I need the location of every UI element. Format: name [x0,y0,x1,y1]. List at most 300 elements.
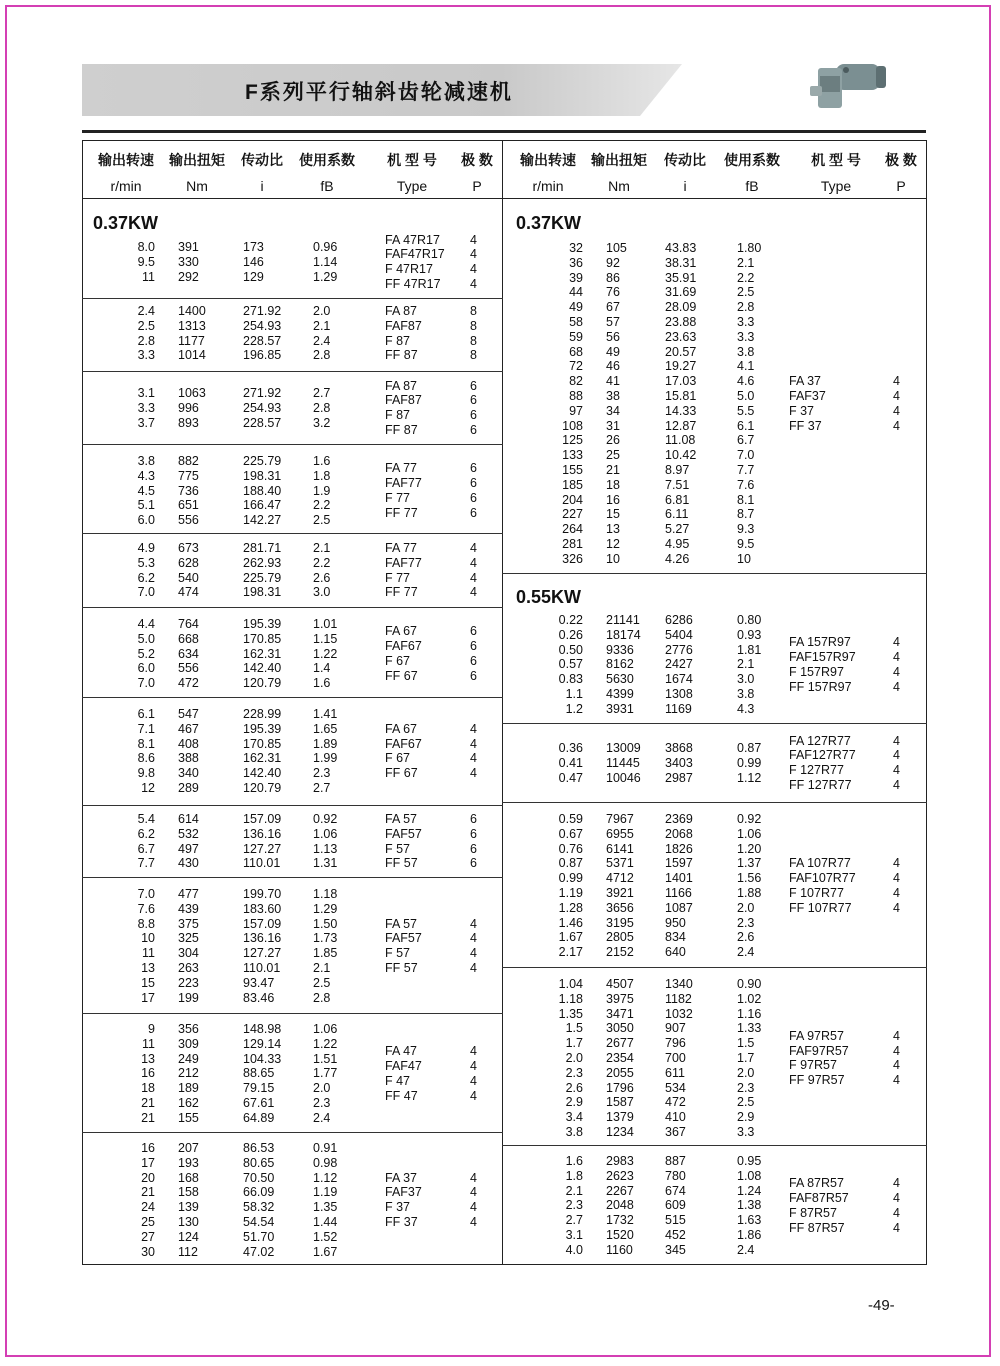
pole-count: 6 [470,490,477,505]
table-cell: 4.3 [137,468,155,483]
model-type: F 67 [385,751,411,766]
model-type: FA 67 [385,721,417,736]
table-cell: 611 [665,1065,685,1080]
table-cell: 7.0 [737,448,755,463]
table-cell: 673 [178,541,199,555]
table-cell: 6.2 [137,826,155,841]
table-cell: 2.0 [313,304,331,318]
pole-column [893,1029,900,1088]
table-cell: 700 [665,1050,686,1065]
table-cell: 2.7 [313,780,331,795]
table-cell: 6286 [665,613,693,627]
table-cell: 3975 [606,991,634,1006]
pole-count: 4 [893,418,900,433]
pole-count: 4 [470,1073,477,1088]
table-cell: 5.1 [137,498,155,513]
table-cell: 133 [562,448,583,463]
table-cell: 228.57 [243,333,282,348]
pole-count: 4 [470,960,477,975]
model-type: FA 87 [385,304,417,318]
table-cell: 8.97 [665,462,690,477]
table-cell: 0.26 [558,627,583,642]
table-cell: 105 [606,241,627,255]
table-cell: 2805 [606,930,634,945]
table-cell: 2.0 [313,1081,331,1096]
table-cell: 7.7 [137,856,155,871]
model-type: F 67 [385,653,411,668]
table-cell: 204 [562,492,583,507]
table-cell: 2.3 [565,1198,583,1213]
header-right-5: 极 数 P [873,150,929,194]
pole-count: 4 [893,1205,900,1220]
pole-count: 4 [470,721,477,736]
model-type: FAF47 [385,1058,422,1073]
table-cell: 2.4 [737,1242,755,1257]
value-column [313,240,373,284]
table-cell: 83.46 [243,990,275,1005]
value-column [178,887,238,1005]
table-cell: 21 [141,1185,155,1200]
table-cell: 3.8 [737,344,755,359]
pole-count: 6 [470,668,477,683]
value-column [243,386,303,430]
value-column [243,812,303,871]
table-cell: 0.92 [313,812,338,826]
pole-column [893,635,900,694]
header-right-2: 传动比 i [660,150,710,194]
pole-count: 4 [893,871,900,886]
model-type: FA 97R57 [789,1028,844,1043]
table-cell: 3.3 [137,400,155,415]
pole-count: 4 [470,555,477,570]
table-cell: 1.7 [565,1036,583,1051]
table-cell: 2.0 [565,1050,583,1065]
header-unit: r/min [110,178,142,194]
pole-count: 6 [470,422,477,437]
table-cell: 130 [178,1214,199,1229]
pole-count: 4 [893,1176,900,1191]
table-cell: 408 [178,736,199,751]
table-cell: 110.01 [243,856,281,871]
value-column [178,541,238,600]
table-cell: 189 [178,1081,199,1096]
table-cell: 1.67 [558,930,583,945]
table-cell: 3931 [606,701,634,716]
table-cell: 2.5 [737,285,755,300]
model-type: F 87 [385,333,411,348]
pole-column [470,1044,477,1103]
table-cell: 129.14 [243,1036,282,1051]
table-cell: 56 [606,329,620,344]
table-cell: 1.35 [313,1200,338,1215]
model-type: FF 87 [385,422,418,437]
value-column [665,977,725,1140]
group-separator [502,967,927,968]
pole-count: 8 [470,348,477,363]
table-cell: 674 [665,1183,686,1198]
value-column [737,812,797,960]
header-right-1: 输出扭矩 Nm [586,150,652,194]
table-cell: 212 [178,1066,199,1081]
value-column [243,454,303,528]
table-cell: 5.0 [137,631,155,646]
table-cell: 9.5 [737,536,755,551]
table-cell: 1.8 [313,468,331,483]
table-cell: 2.3 [565,1065,583,1080]
table-cell: 2.6 [737,930,755,945]
table-cell: 66.09 [243,1185,275,1200]
table-cell: 1.01 [313,617,338,631]
table-cell: 11445 [606,755,640,770]
table-cell: 198.31 [243,468,282,483]
table-cell: 67.61 [243,1095,275,1110]
table-cell: 10 [606,551,620,566]
table-cell: 775 [178,468,199,483]
type-column [385,304,422,363]
table-cell: 6.1 [137,707,155,721]
table-cell: 125 [562,433,583,448]
table-cell: 4712 [606,871,634,886]
table-cell: 0.87 [558,856,583,871]
value-column [178,812,238,871]
model-type: FF 67 [385,668,418,683]
table-cell: 188.40 [243,483,282,498]
group-separator [502,573,927,574]
table-cell: 254.93 [243,400,282,415]
group-separator [82,607,503,608]
table-cell: 30 [141,1244,155,1259]
table-cell: 304 [178,946,199,961]
table-cell: 162.31 [243,646,282,661]
table-cell: 4507 [606,977,634,991]
table-cell: 155 [178,1110,199,1125]
table-cell: 640 [665,945,686,960]
table-cell: 1.22 [313,646,338,661]
table-cell: 2048 [606,1198,634,1213]
table-cell: 146 [243,254,264,269]
table-cell: 11 [142,946,155,961]
type-column [385,541,422,600]
table-cell: 1401 [665,871,693,886]
table-cell: 1.63 [737,1213,762,1228]
header-left-2: 传动比 i [237,150,287,194]
table-cell: 2.9 [737,1110,755,1125]
header-unit: r/min [532,178,564,194]
table-cell: 58 [569,314,583,329]
pole-count: 6 [470,624,477,639]
table-cell: 8.0 [137,240,155,254]
table-cell: 4.9 [137,541,155,555]
table-cell: 0.95 [737,1154,762,1168]
table-cell: 199 [178,990,199,1005]
table-cell: 2.1 [565,1183,583,1198]
group-separator [502,802,927,803]
header-left-3: 使用系数 fB [294,150,360,194]
value-column [95,887,155,1005]
table-cell: 1.38 [737,1198,762,1213]
pole-column [470,624,477,683]
table-cell: 12 [606,536,620,551]
table-cell: 8.7 [737,507,755,522]
table-cell: 49 [569,300,583,315]
pole-count: 4 [893,388,900,403]
table-cell: 367 [665,1124,686,1139]
table-cell: 2.8 [737,300,755,315]
table-cell: 9.3 [737,522,755,537]
value-column [178,454,238,528]
table-cell: 1.80 [737,241,762,255]
value-column [737,741,797,785]
table-cell: 1.15 [313,631,338,646]
table-cell: 439 [178,901,199,916]
table-cell: 14.33 [665,403,697,418]
table-cell: 1.89 [313,736,338,751]
table-cell: 4399 [606,686,634,701]
table-cell: 15.81 [665,388,697,403]
pole-count: 4 [470,931,477,946]
header-unit: Nm [608,178,630,194]
pole-count: 4 [470,1185,477,1200]
table-cell: 27 [141,1229,155,1244]
table-cell: 0.57 [558,657,583,672]
table-cell: 2.0 [737,900,755,915]
pole-count: 6 [470,826,477,841]
table-cell: 5.27 [665,522,690,537]
pole-count: 4 [893,1058,900,1073]
type-column [385,722,422,781]
table-cell: 207 [178,1141,199,1155]
table-cell: 227 [562,507,583,522]
pole-count: 4 [470,1200,477,1215]
table-cell: 13 [606,522,620,537]
pole-count: 4 [470,232,477,247]
value-column [606,1154,666,1258]
model-type: FA 37 [385,1170,417,1185]
pole-column [893,856,900,915]
table-cell: 1.77 [313,1066,338,1081]
table-cell: 5.2 [137,646,155,661]
table-cell: 2.5 [313,975,331,990]
table-cell: 3.8 [737,686,755,701]
type-column [385,1171,422,1230]
table-cell: 0.99 [558,871,583,886]
model-type: F 107R77 [789,885,844,900]
pole-column [470,233,477,292]
table-cell: 0.83 [558,672,583,687]
table-cell: 3.3 [737,329,755,344]
table-cell: 2.8 [313,348,331,363]
table-cell: 10.42 [665,448,697,463]
model-type: FAF77 [385,555,422,570]
table-cell: 271.92 [243,304,282,318]
model-type: FAF57 [385,826,422,841]
table-cell: 1177 [178,333,205,348]
table-cell: 223 [178,975,199,990]
value-column [95,707,155,796]
pole-count: 4 [470,570,477,585]
pole-count: 4 [893,403,900,418]
table-cell: 1.16 [737,1006,762,1021]
pole-column [893,1176,900,1235]
table-cell: 17 [141,1155,155,1170]
model-type: FA 157R97 [789,635,851,650]
table-cell: 474 [178,585,199,600]
table-cell: 12 [141,780,155,795]
table-cell: 3471 [606,1006,634,1021]
table-cell: 1.73 [313,931,338,946]
table-cell: 2.8 [313,990,331,1005]
group-separator [82,371,503,372]
table-cell: 1400 [178,304,206,318]
value-column [523,812,583,960]
table-cell: 170.85 [243,736,282,751]
table-cell: 1.52 [313,1229,338,1244]
model-type: FA 77 [385,541,417,555]
table-cell: 225.79 [243,454,282,468]
header-unit: Type [396,178,428,194]
header-unit: Type [820,178,852,194]
table-cell: 16 [141,1141,155,1155]
model-type: F 47 [385,1073,411,1088]
value-column [95,812,155,871]
table-cell: 1.9 [313,483,331,498]
table-cell: 2.5 [313,513,331,528]
table-cell: 88 [569,388,583,403]
table-cell: 1.7 [737,1050,755,1065]
table-cell: 651 [178,498,199,513]
table-cell: 330 [178,254,199,269]
header-unit: P [896,178,906,194]
value-column [665,613,725,717]
model-type: FAF157R97 [789,649,856,664]
table-cell: 2.1 [313,541,331,555]
model-type: FF 47R17 [385,276,441,291]
table-cell: 31 [606,418,620,433]
table-cell: 887 [665,1154,686,1168]
pole-count: 4 [893,763,900,778]
value-column [523,741,583,785]
type-column [385,461,422,520]
model-type: FF 67 [385,766,418,781]
pole-count: 8 [470,318,477,333]
value-column [243,304,303,363]
pole-count: 4 [470,946,477,961]
pole-count: 6 [470,856,477,871]
group-separator [82,805,503,806]
type-column [385,917,422,976]
table-cell: 5.5 [737,403,755,418]
table-cell: 1.85 [313,946,338,961]
table-cell: 1.24 [737,1183,762,1198]
table-cell: 39 [569,270,583,285]
table-cell: 309 [178,1036,199,1051]
table-cell: 5371 [606,856,634,871]
group-separator [82,1013,503,1014]
value-column [737,1154,797,1258]
value-column [95,386,155,430]
value-column [243,707,303,796]
pole-count: 4 [470,276,477,291]
header-unit: fB [320,178,334,194]
table-cell: 2.7 [565,1213,583,1228]
table-cell: 1.8 [565,1168,583,1183]
model-type: FF 37 [789,418,822,433]
table-cell: 51.70 [243,1229,275,1244]
table-cell: 44 [569,285,583,300]
table-cell: 196.85 [243,348,282,363]
table-cell: 11.08 [665,433,696,448]
table-cell: 0.22 [558,613,583,627]
table-cell: 7.7 [737,462,755,477]
table-cell: 198.31 [243,585,282,600]
model-type: FF 107R77 [789,900,852,915]
table-cell: 3.0 [313,585,331,600]
model-type: FF 157R97 [789,679,852,694]
table-cell: 5630 [606,672,634,687]
gear-reducer-image [806,50,892,118]
table-cell: 8.1 [137,736,155,751]
table-cell: 25 [606,448,620,463]
header-unit: P [472,178,482,194]
table-cell: 0.80 [737,613,762,627]
pole-count: 6 [470,505,477,520]
table-cell: 388 [178,751,199,766]
model-type: FAF67 [385,639,422,654]
table-cell: 391 [178,240,199,254]
table-cell: 162 [178,1095,199,1110]
table-cell: 2.5 [137,318,155,333]
table-cell: 13009 [606,741,641,755]
table-cell: 76 [606,285,620,300]
value-column [665,1154,725,1258]
table-cell: 3050 [606,1021,634,1036]
table-cell: 1.29 [313,901,338,916]
table-cell: 1587 [606,1095,634,1110]
table-cell: 6.0 [137,513,155,528]
table-cell: 1.65 [313,721,338,736]
table-cell: 556 [178,513,199,528]
table-cell: 23.88 [665,314,697,329]
table-cell: 2.6 [565,1080,583,1095]
table-cell: 47.02 [243,1244,275,1259]
table-cell: 157.09 [243,916,282,931]
table-cell: 162.31 [243,751,282,766]
table-cell: 668 [178,631,199,646]
table-cell: 7967 [606,812,634,826]
pole-column [893,734,900,793]
pole-count: 4 [470,1214,477,1229]
table-cell: 1.2 [565,701,583,716]
table-cell: 6.2 [137,570,155,585]
table-cell: 142.40 [243,766,282,781]
model-type: FAF47R17 [385,247,445,262]
table-cell: 80.65 [243,1155,275,1170]
header-right-3: 使用系数 fB [719,150,785,194]
table-cell: 5.0 [737,388,755,403]
table-cell: 2427 [665,657,693,672]
header-unit: i [260,178,264,194]
right-power-label-1: 0.37KW [516,213,582,233]
table-cell: 168 [178,1170,199,1185]
model-type: FA 57 [385,812,417,826]
table-cell: 8.8 [137,916,155,931]
table-cell: 86 [606,270,620,285]
table-cell: 2.4 [737,945,755,960]
value-column [665,812,725,960]
table-cell: 54.54 [243,1214,275,1229]
table-cell: 1.41 [313,707,338,721]
pole-count: 6 [470,393,477,408]
